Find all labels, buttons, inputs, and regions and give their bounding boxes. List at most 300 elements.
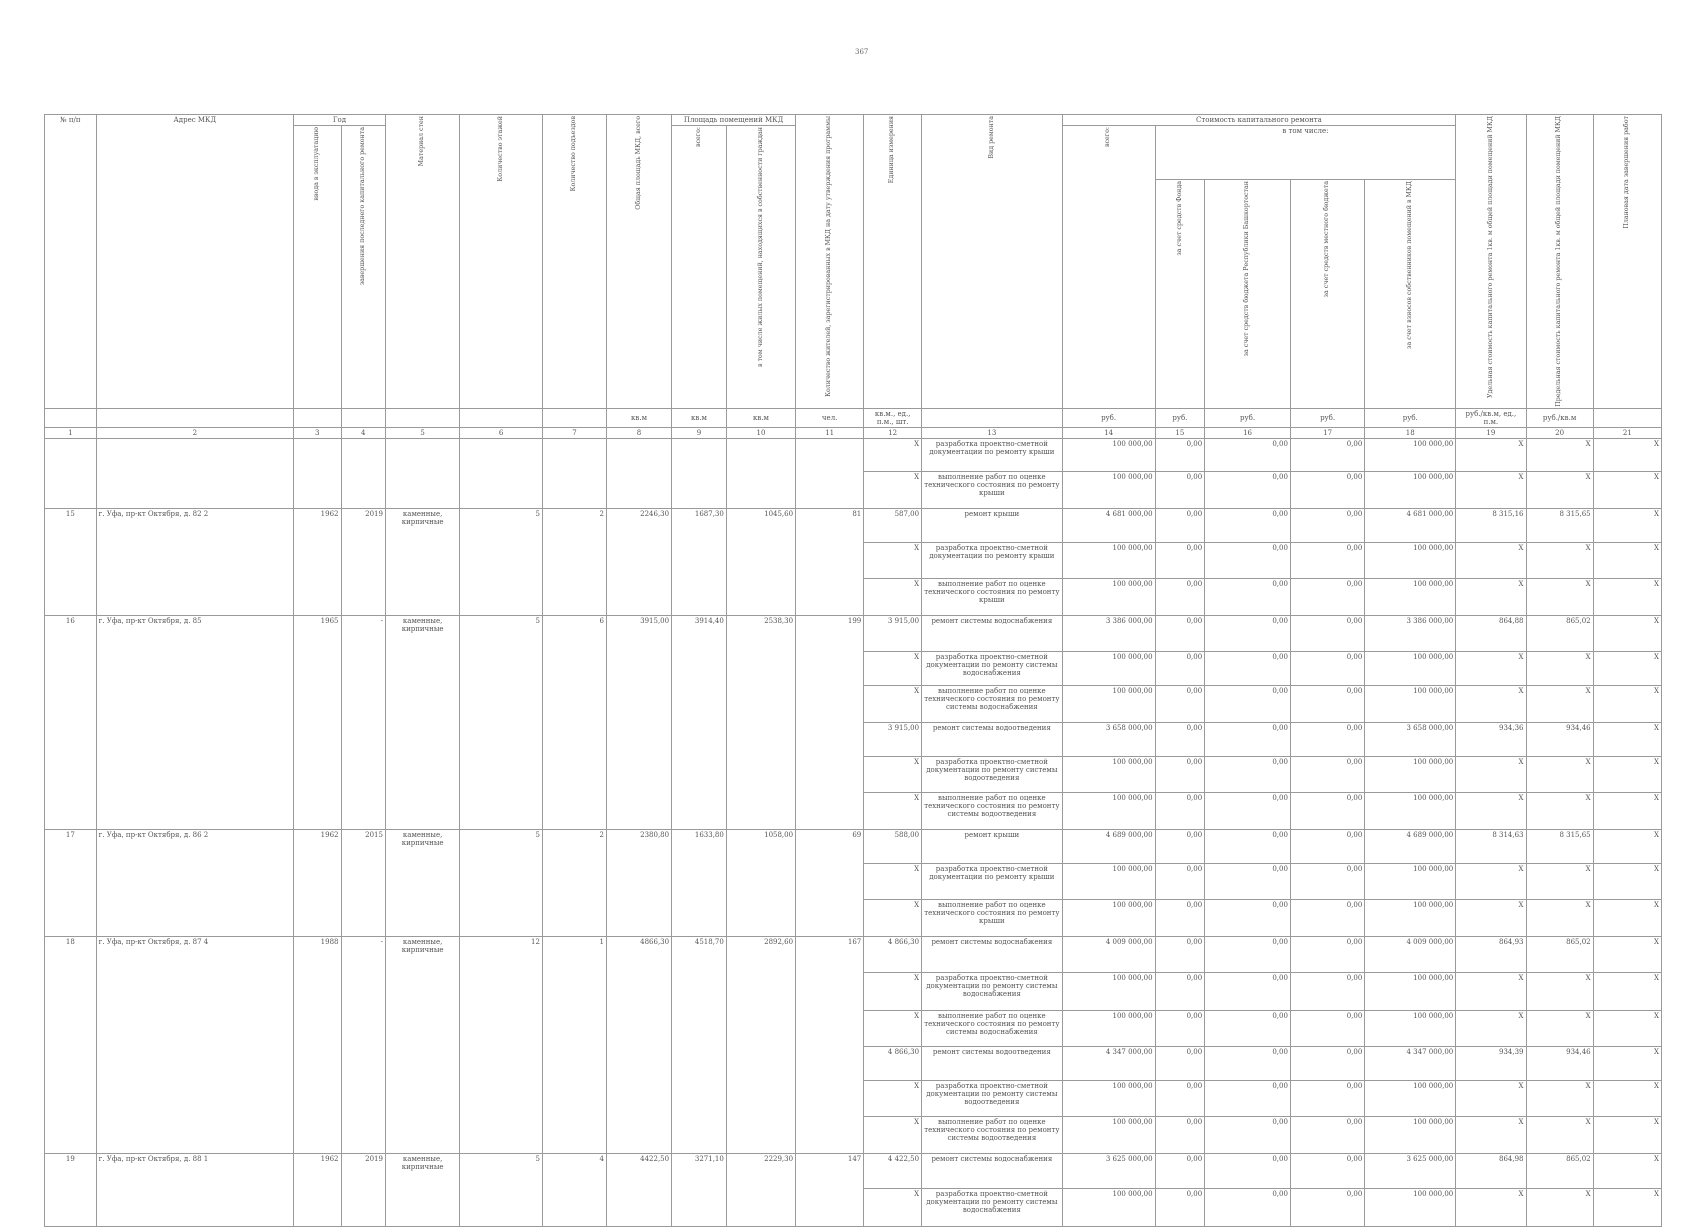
header-cost-group: Стоимость капитального ремонта bbox=[1062, 115, 1456, 126]
header-completion-date: Плановая дата завершения работ bbox=[1593, 115, 1661, 409]
rb-budget-cell: 0,00 bbox=[1205, 792, 1291, 829]
specific-cost-cell: X bbox=[1456, 1010, 1526, 1046]
column-number: 19 bbox=[1456, 427, 1526, 438]
limit-cost-cell: X bbox=[1526, 1010, 1593, 1046]
repair-type-cell: разработка проектно-сметной документации по ремонту системы водоснабжения bbox=[922, 1188, 1063, 1226]
rb-budget-cell: 0,00 bbox=[1205, 615, 1291, 651]
header-owners: за счет взносов собственников помещений в МКД bbox=[1365, 179, 1456, 408]
specific-cost-cell: 934,36 bbox=[1456, 722, 1526, 756]
unit-label bbox=[385, 408, 459, 427]
repair-type-cell: разработка проектно-сметной документации по ремонту системы водоотведения bbox=[922, 1080, 1063, 1116]
unit-label: кв.м bbox=[607, 408, 672, 427]
unit-label: руб. bbox=[1155, 408, 1205, 427]
cost-total-cell: 100 000,00 bbox=[1062, 972, 1155, 1010]
owners-cell: 100 000,00 bbox=[1365, 792, 1456, 829]
local-budget-cell: 0,00 bbox=[1290, 756, 1364, 792]
table-row bbox=[45, 936, 1662, 972]
owners-cell: 3 386 000,00 bbox=[1365, 615, 1456, 651]
specific-cost-cell: 8 315,16 bbox=[1456, 508, 1526, 542]
rb-budget-cell: 0,00 bbox=[1205, 685, 1291, 722]
fund-cell: 0,00 bbox=[1155, 863, 1205, 899]
unit-label bbox=[1593, 408, 1661, 427]
fund-cell: 0,00 bbox=[1155, 471, 1205, 508]
fund-cell: 0,00 bbox=[1155, 615, 1205, 651]
specific-cost-cell: 864,88 bbox=[1456, 615, 1526, 651]
rb-budget-cell: 0,00 bbox=[1205, 651, 1291, 685]
owners-cell: 100 000,00 bbox=[1365, 685, 1456, 722]
column-number: 3 bbox=[293, 427, 341, 438]
repair-type-cell: выполнение работ по оценке технического состояния по ремонту системы водоснабжения bbox=[922, 1010, 1063, 1046]
rb-budget-cell: 0,00 bbox=[1205, 936, 1291, 972]
empty-cell bbox=[796, 438, 864, 471]
owners-cell: 4 689 000,00 bbox=[1365, 829, 1456, 863]
entrances-cell: 1 bbox=[542, 936, 606, 1153]
specific-cost-cell: 864,98 bbox=[1456, 1153, 1526, 1188]
empty-cell bbox=[385, 438, 459, 471]
residents-cell: 199 bbox=[796, 615, 864, 829]
column-number: 2 bbox=[96, 427, 293, 438]
fund-cell: 0,00 bbox=[1155, 651, 1205, 685]
header-wall-material: Материал стен bbox=[385, 115, 459, 409]
owners-cell: 100 000,00 bbox=[1365, 1080, 1456, 1116]
completion-date-cell: X bbox=[1593, 508, 1661, 542]
header-residents: Количество жителей, зарегистрированных в МКД на дату утверждения программы bbox=[796, 115, 864, 409]
header-fund: за счет средств Фонда bbox=[1155, 179, 1205, 408]
fund-cell: 0,00 bbox=[1155, 1116, 1205, 1153]
owners-cell: 100 000,00 bbox=[1365, 651, 1456, 685]
unit-cell: 3 915,00 bbox=[864, 615, 922, 651]
address-cell: г. Уфа, пр-кт Октября, д. 82 2 bbox=[96, 508, 293, 615]
header-address: Адрес МКД bbox=[96, 115, 293, 409]
column-number: 6 bbox=[460, 427, 543, 438]
repair-type-cell: выполнение работ по оценке технического состояния по ремонту крыши bbox=[922, 578, 1063, 615]
table-row bbox=[45, 471, 1662, 508]
floors-cell: 5 bbox=[460, 508, 543, 615]
unit-cell: 4 422,50 bbox=[864, 1153, 922, 1188]
repair-type-cell: ремонт системы водоотведения bbox=[922, 722, 1063, 756]
unit-cell: 3 915,00 bbox=[864, 722, 922, 756]
header-repair-type: Вид ремонта bbox=[922, 115, 1063, 409]
cost-total-cell: 100 000,00 bbox=[1062, 1188, 1155, 1226]
repair-type-cell: выполнение работ по оценке технического состояния по ремонту системы водоснабжения bbox=[922, 685, 1063, 722]
completion-date-cell: X bbox=[1593, 936, 1661, 972]
row-number-cell: 18 bbox=[45, 936, 97, 1153]
fund-cell: 0,00 bbox=[1155, 1153, 1205, 1188]
cost-total-cell: 100 000,00 bbox=[1062, 899, 1155, 936]
repair-type-cell: ремонт крыши bbox=[922, 508, 1063, 542]
cost-total-cell: 3 386 000,00 bbox=[1062, 615, 1155, 651]
local-budget-cell: 0,00 bbox=[1290, 972, 1364, 1010]
unit-label: кв.м., ед., п.м., шт. bbox=[864, 408, 922, 427]
floors-cell: 5 bbox=[460, 1153, 543, 1226]
unit-label bbox=[922, 408, 1063, 427]
column-number: 15 bbox=[1155, 427, 1205, 438]
header-entrances: Количество подъездов bbox=[542, 115, 606, 409]
header-total-area: Общая площадь МКД, всего bbox=[607, 115, 672, 409]
limit-cost-cell: X bbox=[1526, 471, 1593, 508]
completion-date-cell: X bbox=[1593, 578, 1661, 615]
cost-total-cell: 4 347 000,00 bbox=[1062, 1046, 1155, 1080]
total-area-cell: 4422,50 bbox=[607, 1153, 672, 1226]
owners-cell: 3 625 000,00 bbox=[1365, 1153, 1456, 1188]
specific-cost-cell: X bbox=[1456, 578, 1526, 615]
unit-cell: X bbox=[864, 542, 922, 578]
units-row bbox=[45, 408, 1662, 427]
local-budget-cell: 0,00 bbox=[1290, 829, 1364, 863]
rb-budget-cell: 0,00 bbox=[1205, 722, 1291, 756]
table-row bbox=[45, 438, 1662, 471]
header-area-residential: в том числе жилых помещений, находящихся в собственности граждан bbox=[726, 126, 795, 409]
limit-cost-cell: X bbox=[1526, 651, 1593, 685]
column-number: 8 bbox=[607, 427, 672, 438]
empty-cell bbox=[796, 471, 864, 508]
fund-cell: 0,00 bbox=[1155, 1188, 1205, 1226]
entrances-cell: 2 bbox=[542, 829, 606, 936]
cost-total-cell: 100 000,00 bbox=[1062, 471, 1155, 508]
fund-cell: 0,00 bbox=[1155, 792, 1205, 829]
completion-date-cell: X bbox=[1593, 792, 1661, 829]
empty-cell bbox=[45, 438, 97, 471]
area-premises-cell: 3271,10 bbox=[672, 1153, 727, 1226]
year-repair-cell: - bbox=[341, 936, 385, 1153]
header-unit: Единица измерения bbox=[864, 115, 922, 409]
local-budget-cell: 0,00 bbox=[1290, 1188, 1364, 1226]
repair-type-cell: разработка проектно-сметной документации по ремонту системы водоснабжения bbox=[922, 651, 1063, 685]
repair-type-cell: выполнение работ по оценке технического состояния по ремонту системы водоотведения bbox=[922, 1116, 1063, 1153]
entrances-cell: 6 bbox=[542, 615, 606, 829]
cost-total-cell: 4 009 000,00 bbox=[1062, 936, 1155, 972]
header-cost-total: всего: bbox=[1062, 126, 1155, 409]
local-budget-cell: 0,00 bbox=[1290, 1010, 1364, 1046]
unit-cell: X bbox=[864, 1188, 922, 1226]
completion-date-cell: X bbox=[1593, 1153, 1661, 1188]
rb-budget-cell: 0,00 bbox=[1205, 1046, 1291, 1080]
address-cell: г. Уфа, пр-кт Октября, д. 88 1 bbox=[96, 1153, 293, 1226]
owners-cell: 100 000,00 bbox=[1365, 471, 1456, 508]
specific-cost-cell: X bbox=[1456, 792, 1526, 829]
repair-type-cell: разработка проектно-сметной документации по ремонту системы водоснабжения bbox=[922, 972, 1063, 1010]
header-number: № п/п bbox=[45, 115, 97, 409]
rb-budget-cell: 0,00 bbox=[1205, 508, 1291, 542]
column-number: 7 bbox=[542, 427, 606, 438]
unit-cell: X bbox=[864, 792, 922, 829]
fund-cell: 0,00 bbox=[1155, 1010, 1205, 1046]
rb-budget-cell: 0,00 bbox=[1205, 972, 1291, 1010]
table-row bbox=[45, 508, 1662, 542]
wall-material-cell: каменные, кирпичные bbox=[385, 936, 459, 1153]
local-budget-cell: 0,00 bbox=[1290, 899, 1364, 936]
header-local-budget: за счет средств местного бюджета bbox=[1290, 179, 1364, 408]
unit-cell: 588,00 bbox=[864, 829, 922, 863]
specific-cost-cell: X bbox=[1456, 756, 1526, 792]
fund-cell: 0,00 bbox=[1155, 542, 1205, 578]
address-cell: г. Уфа, пр-кт Октября, д. 86 2 bbox=[96, 829, 293, 936]
owners-cell: 100 000,00 bbox=[1365, 899, 1456, 936]
repair-type-cell: выполнение работ по оценке технического состояния по ремонту крыши bbox=[922, 899, 1063, 936]
year-built-cell: 1962 bbox=[293, 508, 341, 615]
limit-cost-cell: X bbox=[1526, 756, 1593, 792]
cost-total-cell: 100 000,00 bbox=[1062, 651, 1155, 685]
unit-cell: X bbox=[864, 1116, 922, 1153]
header-area-premises: всего: bbox=[672, 126, 727, 409]
limit-cost-cell: 934,46 bbox=[1526, 722, 1593, 756]
unit-label: руб./кв.м, ед., п.м. bbox=[1456, 408, 1526, 427]
specific-cost-cell: 864,93 bbox=[1456, 936, 1526, 972]
specific-cost-cell: X bbox=[1456, 685, 1526, 722]
local-budget-cell: 0,00 bbox=[1290, 1046, 1364, 1080]
table-header bbox=[45, 115, 1662, 439]
unit-cell: 4 866,30 bbox=[864, 1046, 922, 1080]
entrances-cell: 4 bbox=[542, 1153, 606, 1226]
fund-cell: 0,00 bbox=[1155, 972, 1205, 1010]
local-budget-cell: 0,00 bbox=[1290, 1080, 1364, 1116]
unit-cell: X bbox=[864, 756, 922, 792]
fund-cell: 0,00 bbox=[1155, 508, 1205, 542]
empty-cell bbox=[96, 471, 293, 508]
header-year-group: Год bbox=[293, 115, 385, 126]
repair-type-cell: ремонт системы водоотведения bbox=[922, 1046, 1063, 1080]
repair-type-cell: ремонт системы водоснабжения bbox=[922, 1153, 1063, 1188]
owners-cell: 100 000,00 bbox=[1365, 1010, 1456, 1046]
unit-cell: X bbox=[864, 1080, 922, 1116]
column-number: 16 bbox=[1205, 427, 1291, 438]
rb-budget-cell: 0,00 bbox=[1205, 829, 1291, 863]
owners-cell: 100 000,00 bbox=[1365, 542, 1456, 578]
owners-cell: 3 658 000,00 bbox=[1365, 722, 1456, 756]
limit-cost-cell: X bbox=[1526, 578, 1593, 615]
fund-cell: 0,00 bbox=[1155, 1080, 1205, 1116]
repair-type-cell: выполнение работ по оценке технического состояния по ремонту крыши bbox=[922, 471, 1063, 508]
header-limit-cost: Предельная стоимость капитального ремонта 1кв. м общей площади помещений МКД bbox=[1526, 115, 1593, 409]
repair-type-cell: разработка проектно-сметной документации по ремонту крыши bbox=[922, 542, 1063, 578]
header-year-repair: завершения последнего капитального ремонта bbox=[341, 126, 385, 409]
fund-cell: 0,00 bbox=[1155, 438, 1205, 471]
empty-cell bbox=[542, 438, 606, 471]
empty-cell bbox=[672, 438, 727, 471]
local-budget-cell: 0,00 bbox=[1290, 508, 1364, 542]
empty-cell bbox=[607, 471, 672, 508]
column-number: 5 bbox=[385, 427, 459, 438]
fund-cell: 0,00 bbox=[1155, 936, 1205, 972]
total-area-cell: 2246,30 bbox=[607, 508, 672, 615]
specific-cost-cell: X bbox=[1456, 438, 1526, 471]
fund-cell: 0,00 bbox=[1155, 899, 1205, 936]
area-residential-cell: 2892,60 bbox=[726, 936, 795, 1153]
row-number-cell: 16 bbox=[45, 615, 97, 829]
total-area-cell: 3915,00 bbox=[607, 615, 672, 829]
total-area-cell: 2380,80 bbox=[607, 829, 672, 936]
cost-total-cell: 3 658 000,00 bbox=[1062, 722, 1155, 756]
limit-cost-cell: 934,46 bbox=[1526, 1046, 1593, 1080]
floors-cell: 5 bbox=[460, 615, 543, 829]
empty-cell bbox=[460, 438, 543, 471]
area-premises-cell: 4518,70 bbox=[672, 936, 727, 1153]
completion-date-cell: X bbox=[1593, 1010, 1661, 1046]
area-premises-cell: 1687,30 bbox=[672, 508, 727, 615]
page-number: 367 bbox=[855, 48, 869, 56]
column-number: 14 bbox=[1062, 427, 1155, 438]
unit-label: руб. bbox=[1062, 408, 1155, 427]
year-built-cell: 1962 bbox=[293, 829, 341, 936]
column-number: 21 bbox=[1593, 427, 1661, 438]
completion-date-cell: X bbox=[1593, 1046, 1661, 1080]
unit-label: руб./кв.м bbox=[1526, 408, 1593, 427]
year-built-cell: 1988 bbox=[293, 936, 341, 1153]
entrances-cell: 2 bbox=[542, 508, 606, 615]
cost-total-cell: 100 000,00 bbox=[1062, 756, 1155, 792]
unit-label: руб. bbox=[1205, 408, 1291, 427]
local-budget-cell: 0,00 bbox=[1290, 863, 1364, 899]
local-budget-cell: 0,00 bbox=[1290, 438, 1364, 471]
repair-type-cell: выполнение работ по оценке технического состояния по ремонту системы водоотведения bbox=[922, 792, 1063, 829]
table-row bbox=[45, 615, 1662, 651]
column-numbers-row bbox=[45, 427, 1662, 438]
unit-cell: X bbox=[864, 438, 922, 471]
unit-label bbox=[45, 408, 97, 427]
limit-cost-cell: 865,02 bbox=[1526, 936, 1593, 972]
local-budget-cell: 0,00 bbox=[1290, 471, 1364, 508]
floors-cell: 12 bbox=[460, 936, 543, 1153]
local-budget-cell: 0,00 bbox=[1290, 651, 1364, 685]
unit-cell: X bbox=[864, 578, 922, 615]
header-floors: Количество этажей bbox=[460, 115, 543, 409]
wall-material-cell: каменные, кирпичные bbox=[385, 615, 459, 829]
header-year-built: ввода в эксплуатацию bbox=[293, 126, 341, 409]
specific-cost-cell: X bbox=[1456, 972, 1526, 1010]
rb-budget-cell: 0,00 bbox=[1205, 899, 1291, 936]
unit-label bbox=[96, 408, 293, 427]
row-number-cell: 15 bbox=[45, 508, 97, 615]
limit-cost-cell: 865,02 bbox=[1526, 1153, 1593, 1188]
repair-type-cell: разработка проектно-сметной документации по ремонту крыши bbox=[922, 863, 1063, 899]
unit-label: кв.м bbox=[726, 408, 795, 427]
completion-date-cell: X bbox=[1593, 722, 1661, 756]
limit-cost-cell: X bbox=[1526, 1116, 1593, 1153]
rb-budget-cell: 0,00 bbox=[1205, 1153, 1291, 1188]
rb-budget-cell: 0,00 bbox=[1205, 756, 1291, 792]
limit-cost-cell: 8 315,65 bbox=[1526, 508, 1593, 542]
year-repair-cell: 2019 bbox=[341, 508, 385, 615]
limit-cost-cell: X bbox=[1526, 1080, 1593, 1116]
limit-cost-cell: X bbox=[1526, 899, 1593, 936]
table-row bbox=[45, 829, 1662, 863]
unit-cell: X bbox=[864, 863, 922, 899]
empty-cell bbox=[607, 438, 672, 471]
limit-cost-cell: X bbox=[1526, 1188, 1593, 1226]
unit-cell: X bbox=[864, 651, 922, 685]
local-budget-cell: 0,00 bbox=[1290, 685, 1364, 722]
limit-cost-cell: X bbox=[1526, 792, 1593, 829]
rb-budget-cell: 0,00 bbox=[1205, 863, 1291, 899]
fund-cell: 0,00 bbox=[1155, 722, 1205, 756]
cost-total-cell: 100 000,00 bbox=[1062, 542, 1155, 578]
year-repair-cell: - bbox=[341, 615, 385, 829]
area-premises-cell: 3914,40 bbox=[672, 615, 727, 829]
specific-cost-cell: X bbox=[1456, 651, 1526, 685]
rb-budget-cell: 0,00 bbox=[1205, 438, 1291, 471]
residents-cell: 147 bbox=[796, 1153, 864, 1226]
owners-cell: 100 000,00 bbox=[1365, 438, 1456, 471]
column-number: 18 bbox=[1365, 427, 1456, 438]
rb-budget-cell: 0,00 bbox=[1205, 542, 1291, 578]
unit-label bbox=[460, 408, 543, 427]
local-budget-cell: 0,00 bbox=[1290, 1116, 1364, 1153]
owners-cell: 100 000,00 bbox=[1365, 756, 1456, 792]
cost-total-cell: 100 000,00 bbox=[1062, 1080, 1155, 1116]
unit-cell: X bbox=[864, 685, 922, 722]
fund-cell: 0,00 bbox=[1155, 578, 1205, 615]
repair-type-cell: разработка проектно-сметной документации по ремонту системы водоотведения bbox=[922, 756, 1063, 792]
owners-cell: 4 347 000,00 bbox=[1365, 1046, 1456, 1080]
completion-date-cell: X bbox=[1593, 899, 1661, 936]
local-budget-cell: 0,00 bbox=[1290, 578, 1364, 615]
cost-total-cell: 100 000,00 bbox=[1062, 578, 1155, 615]
limit-cost-cell: 865,02 bbox=[1526, 615, 1593, 651]
unit-label: кв.м bbox=[672, 408, 727, 427]
column-number: 4 bbox=[341, 427, 385, 438]
column-number: 10 bbox=[726, 427, 795, 438]
table-body bbox=[45, 438, 1662, 1226]
limit-cost-cell: X bbox=[1526, 438, 1593, 471]
specific-cost-cell: 934,39 bbox=[1456, 1046, 1526, 1080]
column-number: 12 bbox=[864, 427, 922, 438]
completion-date-cell: X bbox=[1593, 471, 1661, 508]
cost-total-cell: 4 681 000,00 bbox=[1062, 508, 1155, 542]
completion-date-cell: X bbox=[1593, 972, 1661, 1010]
unit-label bbox=[542, 408, 606, 427]
header-specific-cost: Удельная стоимость капитального ремонта 1кв. м общей площади помещений МКД bbox=[1456, 115, 1526, 409]
header-area-group: Площадь помещений МКД bbox=[672, 115, 796, 126]
limit-cost-cell: X bbox=[1526, 542, 1593, 578]
column-number: 20 bbox=[1526, 427, 1593, 438]
specific-cost-cell: X bbox=[1456, 471, 1526, 508]
year-built-cell: 1962 bbox=[293, 1153, 341, 1226]
owners-cell: 100 000,00 bbox=[1365, 578, 1456, 615]
year-repair-cell: 2019 bbox=[341, 1153, 385, 1226]
area-residential-cell: 1058,00 bbox=[726, 829, 795, 936]
rb-budget-cell: 0,00 bbox=[1205, 1188, 1291, 1226]
residents-cell: 167 bbox=[796, 936, 864, 1153]
repair-type-cell: ремонт системы водоснабжения bbox=[922, 936, 1063, 972]
unit-label: руб. bbox=[1290, 408, 1364, 427]
rb-budget-cell: 0,00 bbox=[1205, 578, 1291, 615]
address-cell: г. Уфа, пр-кт Октября, д. 87 4 bbox=[96, 936, 293, 1153]
rb-budget-cell: 0,00 bbox=[1205, 471, 1291, 508]
column-number: 13 bbox=[922, 427, 1063, 438]
specific-cost-cell: X bbox=[1456, 899, 1526, 936]
year-built-cell: 1965 bbox=[293, 615, 341, 829]
total-area-cell: 4866,30 bbox=[607, 936, 672, 1153]
column-number: 17 bbox=[1290, 427, 1364, 438]
rb-budget-cell: 0,00 bbox=[1205, 1116, 1291, 1153]
wall-material-cell: каменные, кирпичные bbox=[385, 508, 459, 615]
empty-cell bbox=[45, 471, 97, 508]
fund-cell: 0,00 bbox=[1155, 756, 1205, 792]
unit-cell: 587,00 bbox=[864, 508, 922, 542]
specific-cost-cell: X bbox=[1456, 1188, 1526, 1226]
cost-total-cell: 100 000,00 bbox=[1062, 792, 1155, 829]
completion-date-cell: X bbox=[1593, 829, 1661, 863]
column-number: 1 bbox=[45, 427, 97, 438]
row-number-cell: 17 bbox=[45, 829, 97, 936]
owners-cell: 100 000,00 bbox=[1365, 863, 1456, 899]
wall-material-cell: каменные, кирпичные bbox=[385, 829, 459, 936]
repair-type-cell: ремонт системы водоснабжения bbox=[922, 615, 1063, 651]
cost-total-cell: 3 625 000,00 bbox=[1062, 1153, 1155, 1188]
cost-total-cell: 100 000,00 bbox=[1062, 685, 1155, 722]
specific-cost-cell: X bbox=[1456, 542, 1526, 578]
unit-cell: X bbox=[864, 1010, 922, 1046]
